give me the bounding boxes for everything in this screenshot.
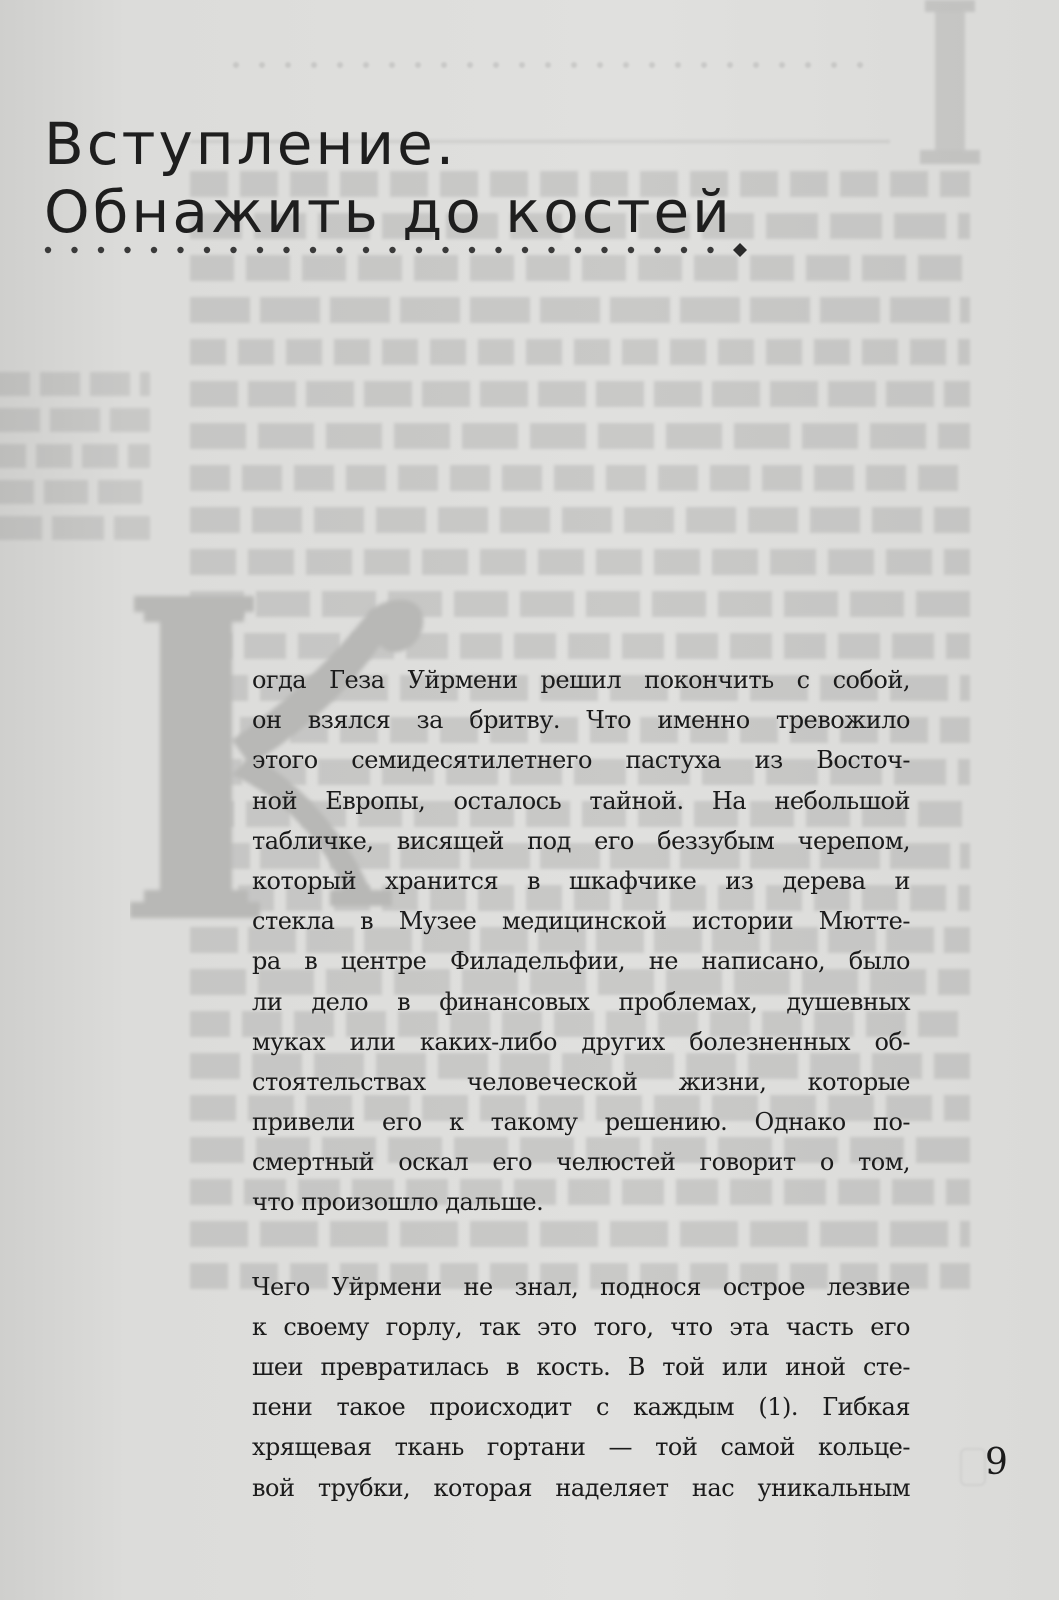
rule-dot bbox=[389, 247, 395, 253]
ghost-rule-dot bbox=[467, 62, 473, 68]
rule-dot bbox=[654, 247, 660, 253]
rule-dot bbox=[230, 247, 236, 253]
text-line: привели его к такому решению. Однако по- bbox=[252, 1108, 910, 1137]
ghost-rule-dot bbox=[519, 62, 525, 68]
ghost-dotted-rule bbox=[230, 60, 890, 70]
ghost-rule-dot bbox=[311, 62, 317, 68]
rule-dot bbox=[601, 247, 607, 253]
text-line: огда Геза Уйрмени решил покончить с собой, bbox=[252, 666, 910, 694]
text-line: что произошло дальше. bbox=[252, 1188, 544, 1217]
text-line: к своему горлу, так это того, что эта часть его bbox=[252, 1312, 910, 1341]
rule-dot bbox=[442, 247, 448, 253]
paragraph-2 bbox=[252, 1267, 910, 1508]
text-line: который хранится в шкафчике из дерева и bbox=[252, 866, 910, 895]
ghost-rule-dot bbox=[545, 62, 551, 68]
ghost-rule-dot bbox=[753, 62, 759, 68]
ghost-rule-dot bbox=[701, 62, 707, 68]
rule-dot bbox=[177, 247, 183, 253]
rule-dot bbox=[124, 247, 130, 253]
ghost-rule-dot bbox=[649, 62, 655, 68]
text-line: он взялся за бритву. Что именно тревожило bbox=[252, 706, 910, 735]
rule-dot bbox=[495, 247, 501, 253]
rule-dot bbox=[257, 247, 263, 253]
text-line: Чего Уйрмени не знал, поднося острое лезвие bbox=[252, 1272, 910, 1301]
rule-dot bbox=[71, 247, 77, 253]
ghost-rule-dot bbox=[233, 62, 239, 68]
ghost-rule-dot bbox=[623, 62, 629, 68]
ghost-rule-dot bbox=[597, 62, 603, 68]
ghost-rule-dot bbox=[727, 62, 733, 68]
page-number: 9 bbox=[985, 1442, 1008, 1483]
rule-dot bbox=[151, 247, 157, 253]
page-number-ghost bbox=[960, 1448, 986, 1486]
rule-dot bbox=[336, 247, 342, 253]
rule-dot bbox=[98, 247, 104, 253]
ghost-rule-dot bbox=[285, 62, 291, 68]
rule-dot bbox=[548, 247, 554, 253]
text-line: этого семидесятилетнего пастуха из Восточ- bbox=[252, 746, 910, 775]
chapter-title bbox=[44, 110, 804, 246]
text-line: ра в центре Филадельфии, не написано, было bbox=[252, 947, 910, 976]
text-line: муках или каких-либо других болезненных об- bbox=[252, 1027, 910, 1056]
chapter-title-line1: Вступление. bbox=[44, 110, 458, 178]
ghost-rule-dot bbox=[337, 62, 343, 68]
ghost-rule-dot bbox=[857, 62, 863, 68]
rule-dot bbox=[628, 247, 634, 253]
rule-dot bbox=[575, 247, 581, 253]
ghost-rule-dot bbox=[259, 62, 265, 68]
text-line: ной Европы, осталось тайной. На небольшой bbox=[252, 786, 910, 815]
text-line: стоятельствах человеческой жизни, которые bbox=[252, 1067, 910, 1096]
rule-dot bbox=[363, 247, 369, 253]
ghost-text-left bbox=[0, 360, 150, 552]
rule-dot bbox=[707, 247, 713, 253]
ghost-rule-dot bbox=[441, 62, 447, 68]
text-line: стекла в Музее медицинской истории Мютте- bbox=[252, 907, 910, 936]
ghost-rule-dot bbox=[493, 62, 499, 68]
text-line: ли дело в финансовых проблемах, душевных bbox=[252, 987, 910, 1016]
ghost-rule-dot bbox=[805, 62, 811, 68]
text-line: пени такое происходит с каждым (1). Гибкая bbox=[252, 1393, 910, 1422]
rule-dot bbox=[416, 247, 422, 253]
ghost-rule-dot bbox=[389, 62, 395, 68]
text-line: смертный оскал его челюстей говорит о том, bbox=[252, 1148, 910, 1177]
paragraph-1 bbox=[252, 660, 910, 1223]
ghost-rule-dot bbox=[415, 62, 421, 68]
rule-dot bbox=[283, 247, 289, 253]
text-line: табличке, висящей под его беззубым черепом, bbox=[252, 826, 910, 855]
text-line: шеи превратилась в кость. В той или иной сте- bbox=[252, 1353, 910, 1381]
rule-dot bbox=[310, 247, 316, 253]
ghost-rule-dot bbox=[779, 62, 785, 68]
rule-dot bbox=[522, 247, 528, 253]
ghost-rule-dot bbox=[571, 62, 577, 68]
ghost-rule-dot bbox=[675, 62, 681, 68]
chapter-title-line2: Обнажить до костей bbox=[44, 178, 733, 246]
rule-dot bbox=[204, 247, 210, 253]
rule-dot bbox=[681, 247, 687, 253]
title-dotted-rule bbox=[40, 243, 755, 257]
rule-dot bbox=[469, 247, 475, 253]
ghost-rule-dot bbox=[363, 62, 369, 68]
text-line: хрящевая ткань гортани — той самой кольце- bbox=[252, 1433, 910, 1462]
ghost-rule-dot bbox=[831, 62, 837, 68]
body-text bbox=[252, 660, 910, 1508]
rule-dot bbox=[45, 247, 51, 253]
text-line: вой трубки, которая наделяет нас уникальным bbox=[252, 1473, 910, 1502]
